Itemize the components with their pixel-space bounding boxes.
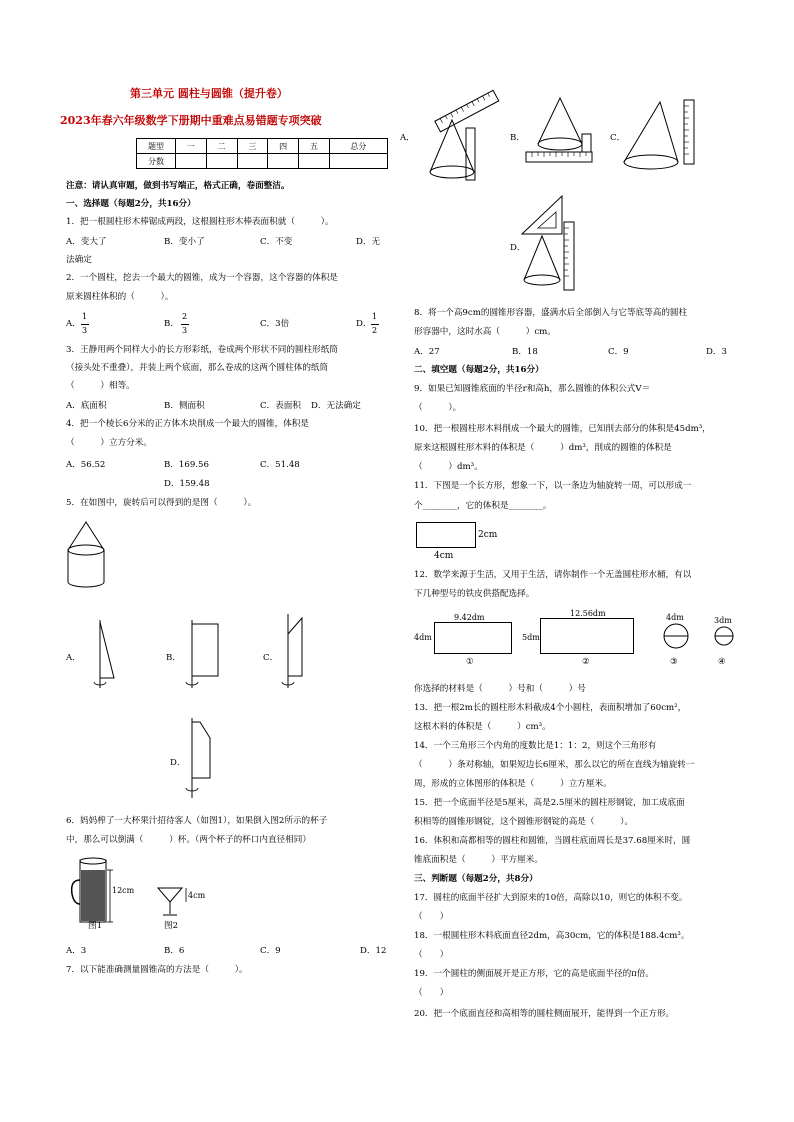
score-table-header-row (137, 139, 388, 154)
q2-b-numerator: 2 (182, 312, 188, 321)
q2-a-numerator: 1 (82, 312, 88, 321)
q9-line1: 9．如果已知圆锥底面的半径r和高h，那么圆锥的体积公式V＝ (414, 384, 651, 394)
q18-answer[interactable]: （ ） (414, 950, 449, 960)
material-3-diameter: 4dm (666, 613, 684, 622)
q14-line2[interactable]: （ ）条对称轴，如果短边长6厘米，那么以它的所在直线为轴旋转一 (414, 760, 695, 770)
q4-option-a[interactable]: A．56.52 (66, 460, 106, 470)
fig2-label: 图2 (164, 921, 179, 931)
q2-line2: 原来圆柱体积的（ ）。 (66, 292, 174, 302)
score-cell[interactable] (206, 154, 237, 169)
material-1-height: 4dm (414, 633, 432, 642)
notice: 注意：请认真审题，做到书写端正，格式正确，卷面整洁。 (66, 181, 290, 191)
score-cell: 四 (268, 139, 299, 154)
q19-line1: 19．一个圆柱的侧面展开是正方形，它的高是底面半径的π倍。 (414, 969, 655, 979)
q2-line1: 2．一个圆柱，挖去一个最大的圆锥，成为一个容器，这个容器的体积是 (66, 273, 338, 283)
q6-line2: 中，那么可以倒满（ ）杯。（两个杯子的杯口内直径相同） (66, 835, 311, 845)
score-cell: 二 (206, 139, 237, 154)
q15-line1: 15．把一个底面半径是5厘米，高是2.5厘米的圆柱形钢锭，加工成底面 (414, 798, 685, 808)
q8-option-b[interactable]: B．18 (512, 347, 538, 357)
q5-shape-d-pentagon (182, 718, 218, 802)
q3-option-c[interactable]: C．表面积 (260, 401, 301, 411)
q6-option-c[interactable]: C．9 (260, 946, 281, 956)
score-cell[interactable] (299, 154, 330, 169)
q10-line1: 10．把一根圆柱形木料削成一个最大的圆锥，已知削去部分的体积是45dm³， (414, 424, 711, 434)
q2-option-b[interactable]: B． (164, 319, 179, 329)
q17-answer[interactable]: （ ） (414, 912, 449, 922)
material-4-diameter: 3dm (714, 616, 732, 625)
q2-a-denominator: 3 (82, 326, 88, 335)
q8-option-c[interactable]: C．9 (608, 347, 629, 357)
q12-line1: 12．数学来源于生活，又用于生活，请你制作一个无盖圆柱形水桶，有以 (414, 570, 692, 580)
q8-line1: 8．将一个高9cm的圆锥形容器，盛满水后全部倒入与它等底等高的圆柱 (414, 308, 688, 318)
score-table (136, 138, 388, 169)
q7-option-b[interactable]: B． (510, 133, 525, 143)
q7-figure-a (426, 86, 508, 188)
q7-figure-b (524, 92, 596, 170)
q4-option-b[interactable]: B．169.56 (164, 460, 209, 470)
material-2-height: 5dm (522, 633, 540, 642)
q5-option-b[interactable]: B． (166, 653, 181, 663)
q3-option-d[interactable]: D．无法确定 (311, 401, 361, 411)
section-2-heading: 二、填空题（每题2分，共16分） (414, 365, 544, 375)
q16-line1: 16．体积和高都相等的圆柱和圆锥，当圆柱底面周长是37.68厘米时，圆 (414, 836, 691, 846)
q2-b-denominator: 3 (182, 326, 188, 335)
material-1-number: ① (466, 657, 474, 667)
q1-stem: 1．把一根圆柱形木棒锯成两段，这根圆柱形木棒表面积就（ ）。 (66, 217, 334, 227)
title-unit: 第三单元 圆柱与圆锥（提升卷） (130, 87, 288, 100)
q12-answer[interactable]: 你选择的材料是（ ）号和（ ）号 (414, 684, 586, 694)
q5-option-c[interactable]: C． (263, 653, 279, 663)
fig2-height-label: 4cm (188, 891, 206, 900)
q14-line3[interactable]: 周，形成的立体图形的体积是（ ）立方厘米。 (414, 779, 612, 789)
material-2-number: ② (582, 657, 590, 667)
score-cell[interactable] (329, 154, 387, 169)
q11-rectangle (416, 522, 476, 548)
q5-option-d[interactable]: D． (170, 758, 186, 768)
q4-option-d[interactable]: D．159.48 (164, 479, 210, 489)
q8-line2: 形容器中，这时水高（ ）cm。 (414, 327, 556, 337)
q6-line1: 6．妈妈榨了一大杯果汁招待客人（如图1），如果倒入图2所示的杯子 (66, 816, 328, 826)
q4-option-c[interactable]: C．51.48 (260, 460, 300, 470)
title-main: 2023年春六年级数学下册期中重难点易错题专项突破 (60, 114, 322, 127)
q8-option-d[interactable]: D．3 (706, 347, 727, 357)
q1-option-b[interactable]: B．变小了 (164, 237, 205, 247)
score-cell: 分数 (137, 154, 176, 169)
q16-line2[interactable]: 锥底面积是（ ）平方厘米。 (414, 855, 543, 865)
score-cell[interactable] (268, 154, 299, 169)
material-3-number: ③ (670, 657, 678, 667)
q6-option-b[interactable]: B．6 (164, 946, 185, 956)
q2-option-a[interactable]: A． (66, 319, 81, 329)
fig1-label: 图1 (88, 921, 103, 931)
q2-option-c[interactable]: C．3倍 (260, 319, 290, 329)
score-cell[interactable] (176, 154, 207, 169)
score-table-score-row (137, 154, 388, 169)
q5-option-a[interactable]: A． (66, 653, 81, 663)
q11-width-label: 4cm (434, 551, 454, 561)
score-cell: 总分 (329, 139, 387, 154)
material-2-width: 12.56dm (570, 609, 606, 618)
q20-line1: 20．把一个底面直径和高相等的圆柱侧面展开，能得到一个正方形。 (414, 1009, 675, 1019)
q12-line2: 下几种型号的铁皮供搭配选择。 (414, 589, 535, 599)
material-1-rect[interactable] (434, 622, 512, 654)
q7-figure-c (620, 96, 700, 172)
q1-option-d-cont: 法确定 (66, 255, 92, 265)
q6-option-a[interactable]: A．3 (66, 946, 87, 956)
q5-shape-a-triangle (90, 620, 120, 692)
q5-shape-b-rectangle (182, 620, 222, 692)
q7-stem: 7．以下能准确测量圆锥高的方法是（ ）。 (66, 965, 248, 975)
q1-option-a[interactable]: A．变大了 (66, 237, 107, 247)
q14-line1: 14．一个三角形三个内角的度数比是1：1：2，则这个三角形有 (414, 741, 657, 751)
q1-option-c[interactable]: C．不变 (260, 237, 293, 247)
q13-line2[interactable]: 这根木料的体积是（ ）cm³。 (414, 722, 551, 732)
material-4-circle[interactable] (714, 626, 738, 650)
q1-option-d[interactable]: D．无 (356, 237, 381, 247)
section-3-heading: 三、判断题（每题2分，共8分） (414, 874, 538, 884)
section-1-heading: 一、选择题（每题2分，共16分） (66, 199, 196, 209)
score-cell: 题型 (137, 139, 176, 154)
score-cell: 一 (176, 139, 207, 154)
q17-line1: 17．圆柱的底面半径扩大到原来的10倍，高除以10，则它的体积不变。 (414, 893, 688, 903)
q3-option-b[interactable]: B．侧面积 (164, 401, 205, 411)
q4-line2: （ ）立方分米。 (66, 438, 152, 448)
q15-line2[interactable]: 积相等的圆锥形钢锭，这个圆锥形钢锭的高是（ ）。 (414, 817, 634, 827)
q7-figure-d (518, 194, 588, 294)
cone-on-cylinder-figure (66, 520, 106, 592)
score-cell: 三 (237, 139, 268, 154)
q5-stem: 5．在如图中，旋转后可以得到的是图（ ）。 (66, 498, 257, 508)
q2-d-denominator: 2 (372, 326, 378, 335)
q10-line3[interactable]: （ ）dm³。 (414, 462, 483, 472)
q6-option-d[interactable]: D．12 (360, 946, 387, 956)
q2-option-d[interactable]: D． (356, 319, 372, 329)
q18-line1: 18．一根圆柱形木料底面直径2dm，高30cm，它的体积是188.4cm³。 (414, 931, 690, 941)
q13-line1: 13．把一根2m长的圆柱形木料截成4个小圆柱，表面积增加了60cm²， (414, 703, 687, 713)
score-cell: 五 (299, 139, 330, 154)
q7-option-d[interactable]: D． (510, 243, 526, 253)
material-3-circle[interactable] (662, 622, 692, 652)
q7-option-c[interactable]: C． (610, 133, 626, 143)
q11-line1: 11．下图是一个长方形，想象一下，以一条边为轴旋转一周，可以形成一 (414, 481, 692, 491)
material-4-number: ④ (718, 657, 726, 667)
q2-d-numerator: 1 (372, 312, 378, 321)
fig1-height-label: 12cm (112, 886, 135, 895)
q8-option-a[interactable]: A．27 (414, 347, 440, 357)
q10-line2[interactable]: 原来这根圆柱形木料的体积是（ ）dm³，削成的圆锥的体积是 (414, 443, 672, 453)
q11-height-label: 2cm (478, 530, 498, 540)
q5-shape-c-trapezoid (278, 614, 314, 692)
q7-option-a[interactable]: A． (400, 133, 415, 143)
q3-option-a[interactable]: A．底面积 (66, 401, 107, 411)
q3-line2: （接头处不重叠），并装上两个底面，那么卷成的这两个圆柱体的纸筒 (66, 363, 329, 373)
score-cell[interactable] (237, 154, 268, 169)
material-2-rect[interactable] (540, 618, 634, 654)
q9-line2[interactable]: （ ）。 (414, 403, 462, 413)
q11-line2[interactable]: 个________，它的体积是________。 (414, 501, 552, 511)
material-1-width: 9.42dm (454, 613, 485, 622)
q3-line3: （ ）相等。 (66, 381, 135, 391)
q3-line1: 3．王静用两个同样大小的长方形彩纸，卷成两个形状不同的圆柱形纸筒 (66, 345, 338, 355)
q19-answer[interactable]: （ ） (414, 988, 449, 998)
q4-line1: 4．把一个棱长6分米的正方体木块削成一个最大的圆锥，体积是 (66, 419, 309, 429)
